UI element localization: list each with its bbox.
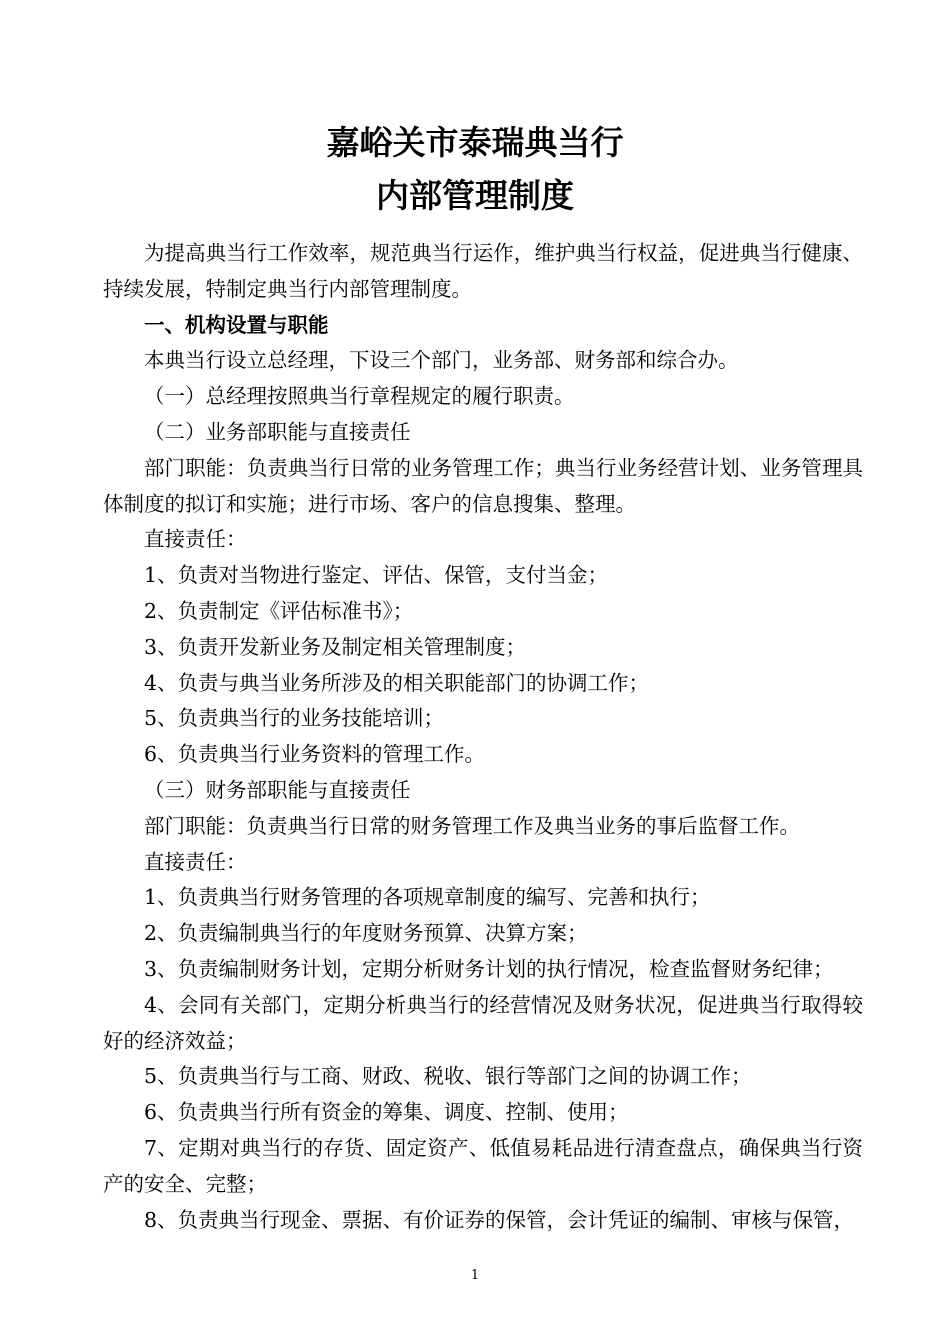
subsection-business-dept: （二）业务部职能与直接责任 (144, 419, 411, 444)
list-item: 2、负责制定《评估标准书》； (144, 598, 414, 623)
subsection-general-manager: （一）总经理按照典当行章程规定的履行职责。 (144, 384, 575, 409)
intro-paragraph: 为提高典当行工作效率，规范典当行运作，维护典当行权益，促进典当行健康、持续发展，特制定典当行内部管理制度。 (103, 241, 863, 301)
list-item: 7、定期对典当行的存货、固定资产、低值易耗品进行清查盘点，确保典当行资产的安全、完整； (103, 1135, 863, 1196)
document-body (103, 236, 863, 1238)
subsection-finance-dept: （三）财务部职能与直接责任 (144, 777, 411, 802)
finance-dept-function: 部门职能：负责典当行日常的财务管理工作及典当业务的事后监督工作。 (144, 813, 800, 838)
list-item: 2、负责编制典当行的年度财务预算、决算方案； (144, 921, 588, 946)
list-item: 8、负责典当行现金、票据、有价证券的保管，会计凭证的编制、审核与保管， (144, 1207, 855, 1232)
list-item: 1、负责对当物进行鉴定、评估、保管，支付当金； (144, 563, 609, 588)
finance-dept-resp-label: 直接责任： (144, 849, 247, 874)
section-heading-1: 一、机构设置与职能 (144, 312, 329, 337)
section1-paragraph: 本典当行设立总经理，下设三个部门，业务部、财务部和综合办。 (144, 348, 739, 373)
business-dept-resp-label: 直接责任： (144, 527, 247, 552)
list-item: 6、负责典当行所有资金的筹集、调度、控制、使用； (144, 1100, 629, 1125)
list-item: 1、负责典当行财务管理的各项规章制度的编写、完善和执行； (144, 885, 711, 910)
list-item: 3、负责开发新业务及制定相关管理制度； (144, 634, 527, 659)
business-dept-function: 部门职能：负责典当行日常的业务管理工作；典当行业务经营计划、业务管理具体制度的拟订和实施；进行市场、客户的信息搜集、整理。 (103, 455, 863, 516)
list-item: 4、会同有关部门，定期分析典当行的经营情况及财务状况，促进典当行取得较好的经济效益； (103, 992, 863, 1053)
document-title-line1: 嘉峪关市泰瑞典当行 (326, 123, 624, 162)
page-number: 1 (470, 1268, 480, 1283)
list-item: 3、负责编制财务计划，定期分析财务计划的执行情况，检查监督财务纪律； (144, 956, 834, 981)
list-item: 5、负责典当行与工商、财政、税收、银行等部门之间的协调工作； (144, 1064, 752, 1089)
document-title-line2: 内部管理制度 (376, 176, 574, 215)
list-item: 5、负责典当行的业务技能培训； (144, 706, 445, 731)
list-item: 6、负责典当行业务资料的管理工作。 (144, 742, 486, 767)
list-item: 4、负责与典当业务所涉及的相关职能部门的协调工作； (144, 670, 650, 695)
